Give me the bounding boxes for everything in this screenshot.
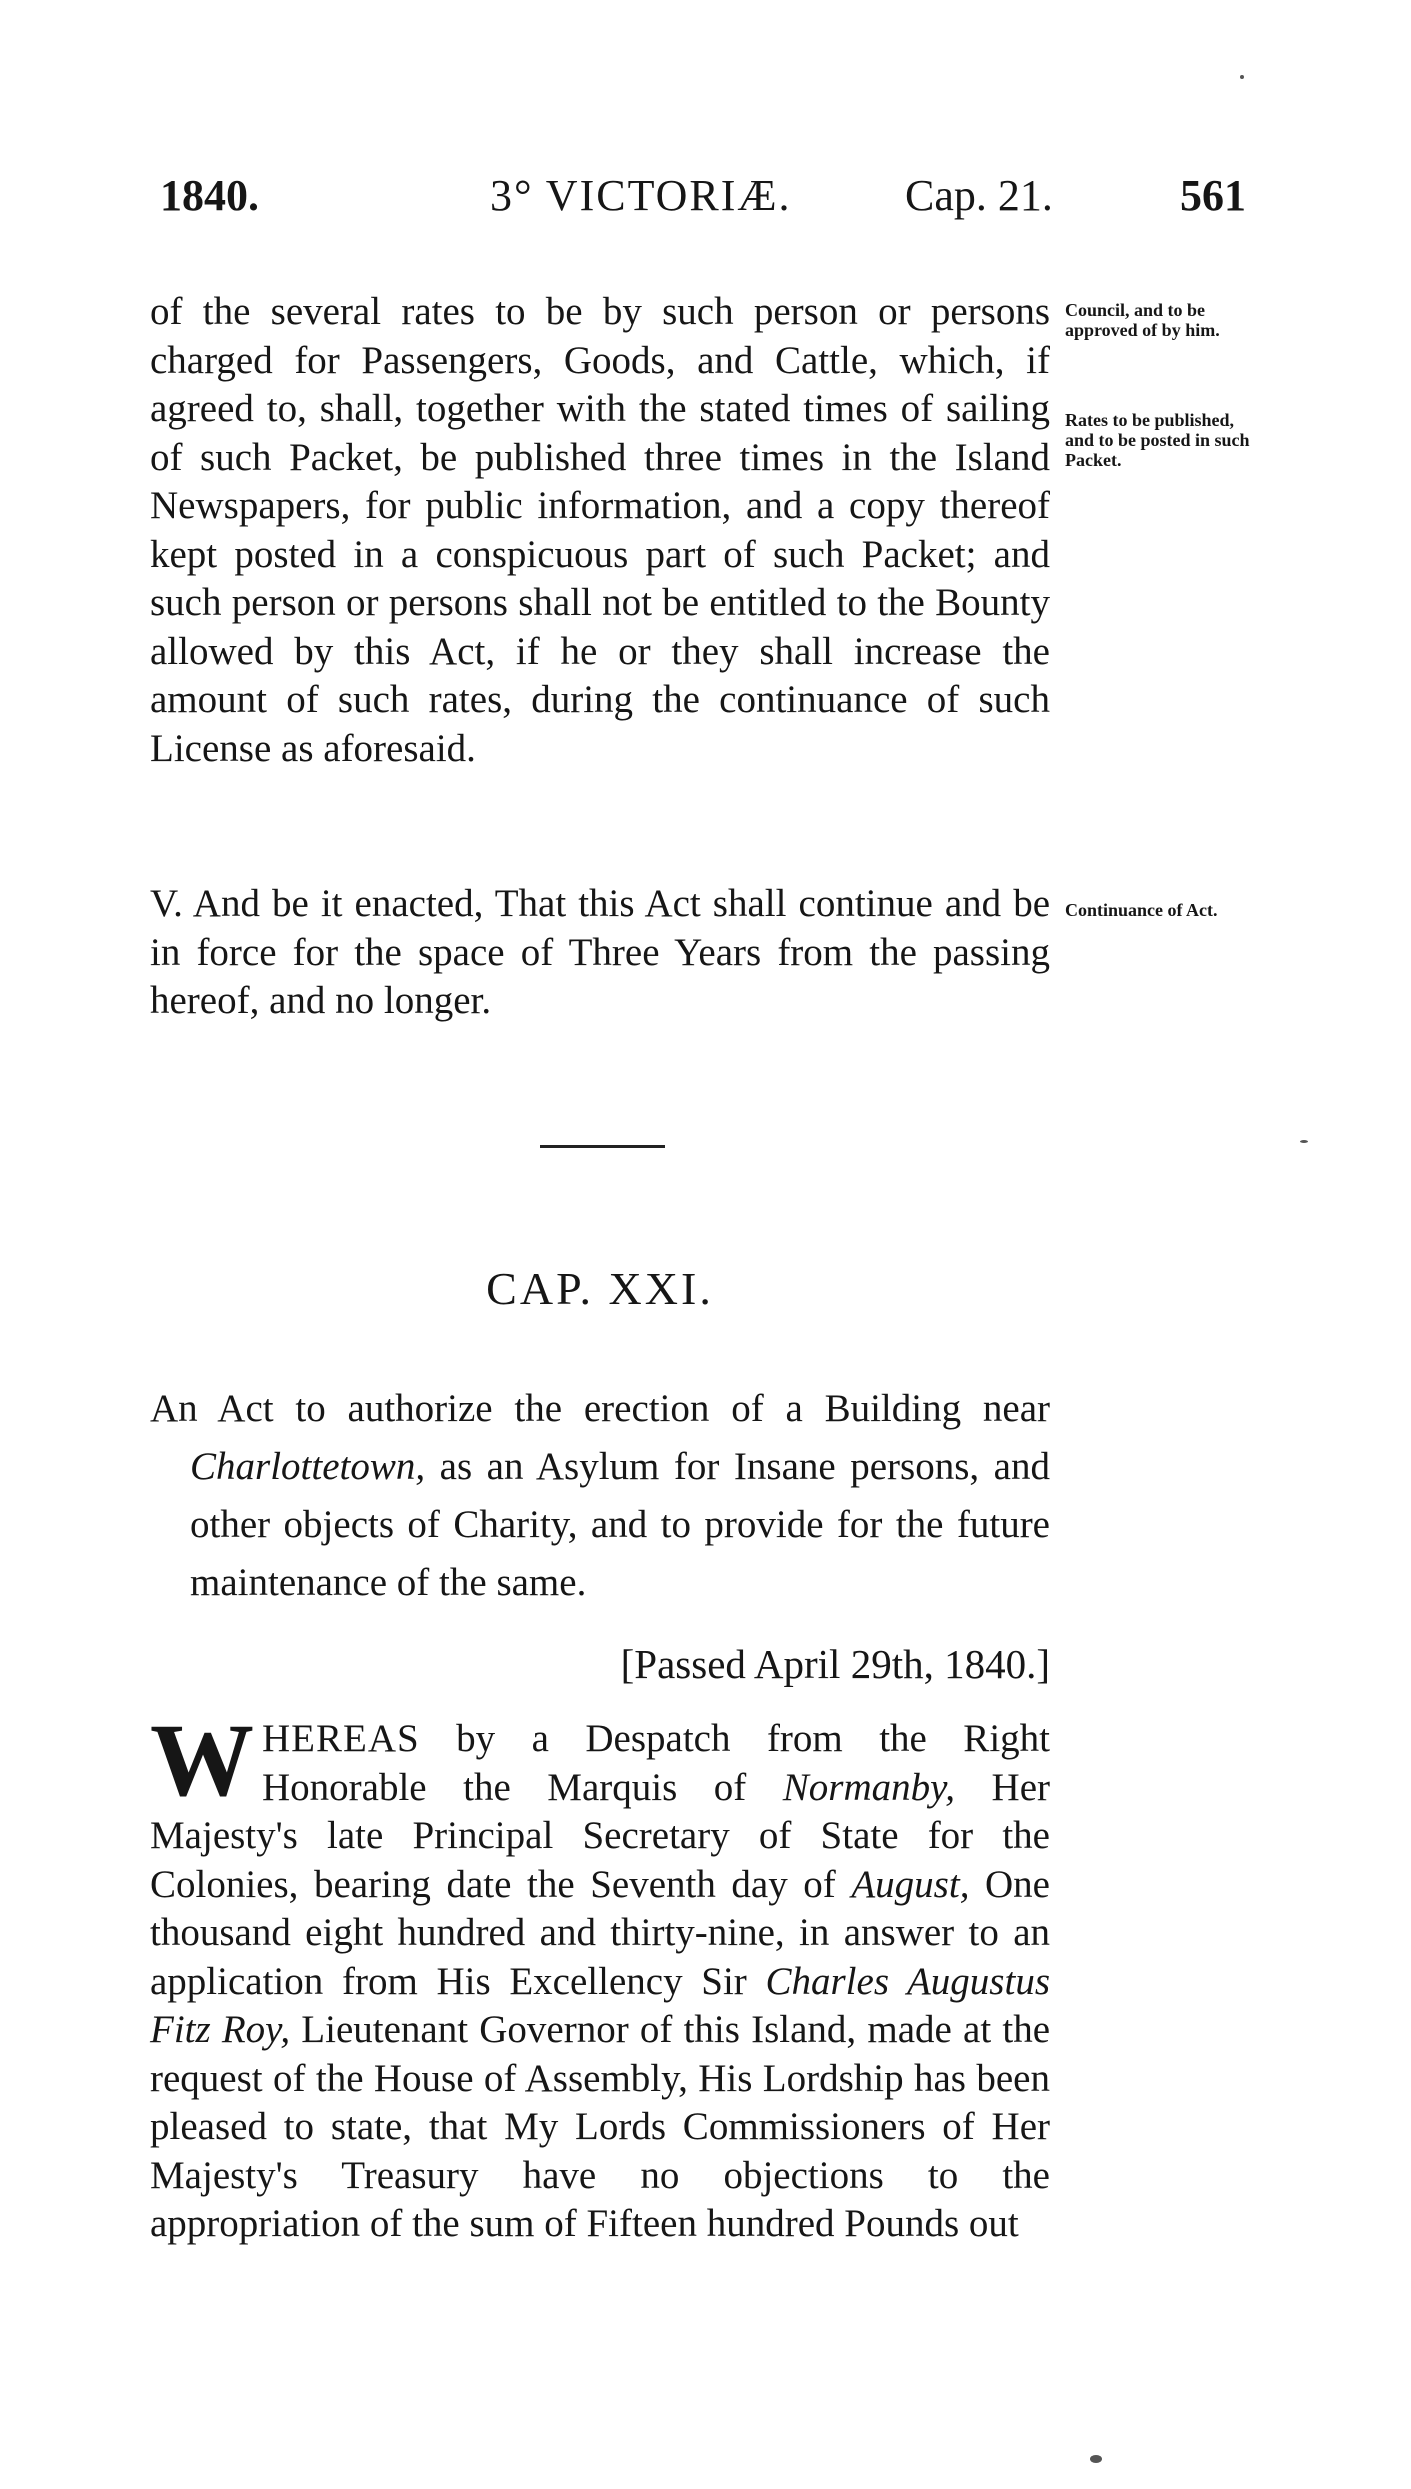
act-title — [150, 1380, 1050, 1612]
act-title-part2: as an Asylum for Insane persons, and other objects of Charity, and to provide for the future maintenance of the same. — [190, 1445, 1050, 1604]
preamble — [150, 1703, 1051, 2249]
act-title-text — [150, 1380, 1050, 1612]
act-title-part1: An Act to authorize the erection of a Building near — [150, 1387, 1050, 1430]
drop-capital: W — [150, 1703, 254, 1818]
preamble-part4: Lieutenant Governor of this Island, made at the request of the House of Assembly, His Lordship has been pleased to state, that My Lords Commissioners of Her Majesty's Treasury have no objections to the appropriation of the sum of Fifteen hundred Pounds out — [150, 2008, 1051, 2245]
preamble-month: August, — [851, 1862, 970, 1906]
act-title-place: Charlottetown, — [190, 1445, 426, 1488]
preamble-name-fitzroy: Charles Augustus Fitz Roy, — [150, 1959, 1050, 2051]
header-year: 1840. — [160, 171, 259, 220]
chapter-heading: CAP. XXI. — [486, 1263, 714, 1314]
section-iv-text: of the several rates to be by such person or persons charged for Passengers, Goods, and Cattle, which, if agreed to, shall, together with the stated times of sailing of such Packet, be published three times in the Island Newspapers, for public information, and a copy thereof kept posted in a conspicuous part of such Packet; and such person or persons shall not be entitled to the Bounty allowed by this Act, if he or they shall increase the amount of such rates, during the continuance of such License as aforesaid. — [150, 290, 1050, 770]
ink-speck — [1240, 75, 1244, 79]
preamble-name-normanby: Normanby, — [782, 1765, 956, 1809]
ink-speck — [1300, 1140, 1308, 1143]
running-head — [150, 170, 1270, 230]
section-iv-continuation — [150, 288, 1050, 773]
preamble-part2: Her Majesty's late Principal Secretary of State for the Colonies, bearing date the Seventh day of — [150, 1765, 1050, 1906]
header-chapter: Cap. 21. — [905, 171, 1053, 220]
header-title: 3° VICTORIÆ. — [490, 171, 792, 220]
page-number: 561 — [1180, 171, 1246, 220]
margin-note-rates: Rates to be published, and to be posted in such Packet. — [1065, 410, 1250, 470]
preamble-part1: by a Despatch from the Right Honorable the Marquis of — [262, 1717, 1050, 1809]
section-v-text: V. And be it enacted, That this Act shall continue and be in force for the space of Three Years from the passing hereof, and no longer. — [150, 882, 1050, 1022]
margin-note-continuance: Continuance of Act. — [1065, 900, 1218, 920]
preamble-opening: HEREAS — [262, 1717, 420, 1760]
passed-date: [Passed April 29th, 1840.] — [620, 1641, 1050, 1687]
ink-speck — [1090, 2455, 1102, 2463]
preamble-text — [150, 1703, 1051, 2249]
margin-note-council: Council, and to be approved of by him. — [1065, 300, 1220, 340]
preamble-part3: One thousand eight hundred and thirty-nine, in answer to an application from His Excellency Sir — [150, 1862, 1050, 2003]
section-divider — [540, 1145, 665, 1148]
section-v — [150, 880, 1050, 1026]
